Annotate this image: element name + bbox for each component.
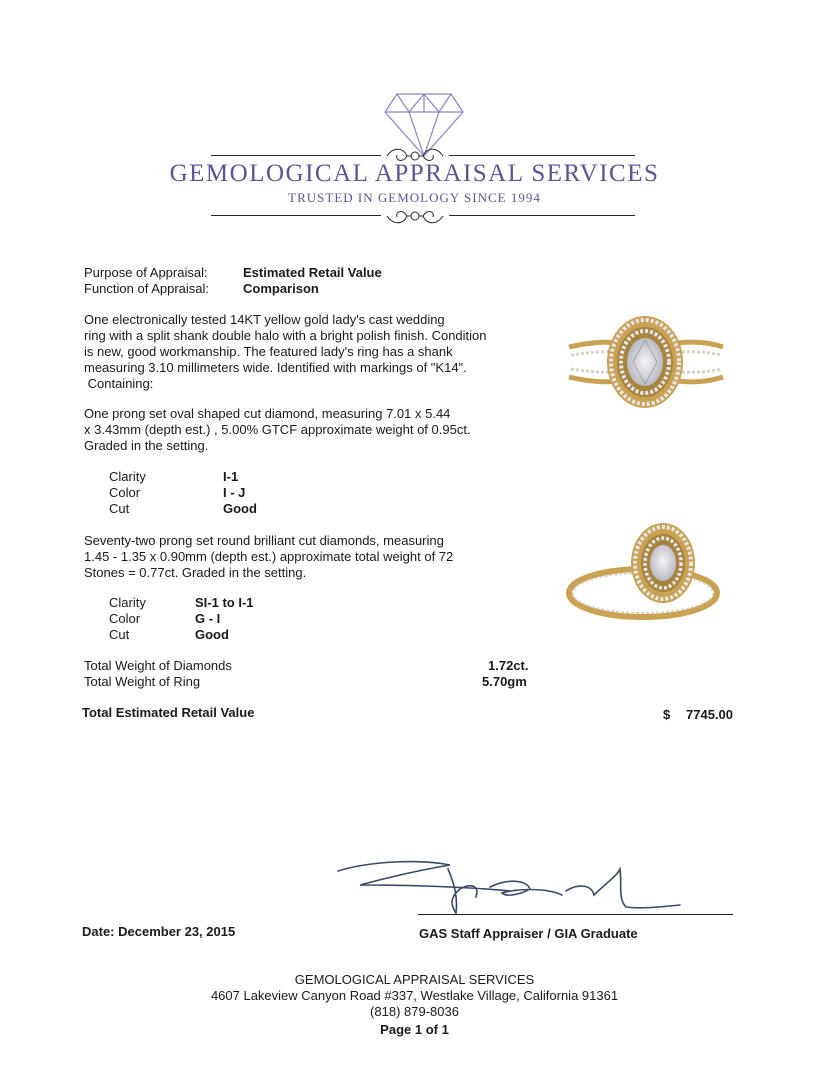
function-value: Comparison <box>243 281 319 296</box>
side-stones-line: Stones = 0.77ct. Graded in the setting. <box>84 565 307 580</box>
description-line: ring with a split shank double halo with a bright polish finish. Condition <box>84 328 487 343</box>
center-cut-label: Cut <box>109 501 130 516</box>
header-bottom-rule-right <box>449 215 635 216</box>
function-label: Function of Appraisal: <box>84 281 210 296</box>
appraisal-date: Date: December 23, 2015 <box>82 924 236 939</box>
side-color-value: G - I <box>195 611 221 626</box>
center-stone-description <box>84 406 514 454</box>
total-ring-value: 5.70gm <box>482 674 527 689</box>
currency-symbol: $ <box>663 707 671 722</box>
ring-photo-angle-view <box>565 515 725 625</box>
header-bottom-rule-left <box>211 215 381 216</box>
description-line: is new, good workmanship. The featured lady's ring has a shank <box>84 344 453 359</box>
purpose-label: Purpose of Appraisal: <box>84 265 208 280</box>
description-line: Containing: <box>84 376 154 391</box>
total-diamonds-value: 1.72ct. <box>488 658 529 673</box>
center-stone-line: x 3.43mm (depth est.) , 5.00% GTCF approximate weight of 0.95ct. <box>84 422 471 437</box>
signer-title: GAS Staff Appraiser / GIA Graduate <box>419 926 638 941</box>
ring-photo-top-view <box>565 305 725 425</box>
total-retail-label: Total Estimated Retail Value <box>82 705 255 720</box>
side-cut-label: Cut <box>109 627 130 642</box>
side-cut-value: Good <box>195 627 229 642</box>
description-line: One electronically tested 14KT yellow gold lady's cast wedding <box>84 312 445 327</box>
total-ring-label: Total Weight of Ring <box>84 674 201 689</box>
center-color-label: Color <box>109 485 141 500</box>
total-diamonds-label: Total Weight of Diamonds <box>84 658 232 673</box>
side-stones-line: 1.45 - 1.35 x 0.90mm (depth est.) approximate total weight of 72 <box>84 549 454 564</box>
footer-phone: (818) 879-8036 <box>370 1004 459 1019</box>
center-clarity-value: I-1 <box>223 469 239 484</box>
side-color-label: Color <box>109 611 141 626</box>
side-clarity-value: SI-1 to I-1 <box>195 595 254 610</box>
header-top-rule-left <box>211 155 381 156</box>
page-number: Page 1 of 1 <box>380 1022 449 1037</box>
side-stones-line: Seventy-two prong set round brilliant cut diamonds, measuring <box>84 533 444 548</box>
total-retail-value: 7745.00 <box>686 707 733 722</box>
side-clarity-label: Clarity <box>109 595 146 610</box>
center-cut-value: Good <box>223 501 257 516</box>
footer-company: GEMOLOGICAL APPRAISAL SERVICES <box>294 972 535 987</box>
side-stones-description <box>84 533 514 581</box>
ornament-bottom-icon <box>383 205 447 227</box>
center-stone-line: One prong set oval shaped cut diamond, measuring 7.01 x 5.44 <box>84 406 451 421</box>
center-stone-line: Graded in the setting. <box>84 438 209 453</box>
brand-name: GEMOLOGICAL APPRAISAL SERVICES <box>169 160 660 187</box>
footer-address: 4607 Lakeview Canyon Road #337, Westlake Village, California 91361 <box>210 988 619 1003</box>
center-color-value: I - J <box>223 485 246 500</box>
description-line: measuring 3.10 millimeters wide. Identified with markings of "K14". <box>84 360 467 375</box>
signature-line <box>418 914 733 915</box>
brand-tagline: TRUSTED IN GEMOLOGY SINCE 1994 <box>288 190 541 205</box>
center-clarity-label: Clarity <box>109 469 146 484</box>
ring-description <box>84 312 514 392</box>
purpose-value: Estimated Retail Value <box>243 265 382 280</box>
header-top-rule-right <box>449 155 635 156</box>
